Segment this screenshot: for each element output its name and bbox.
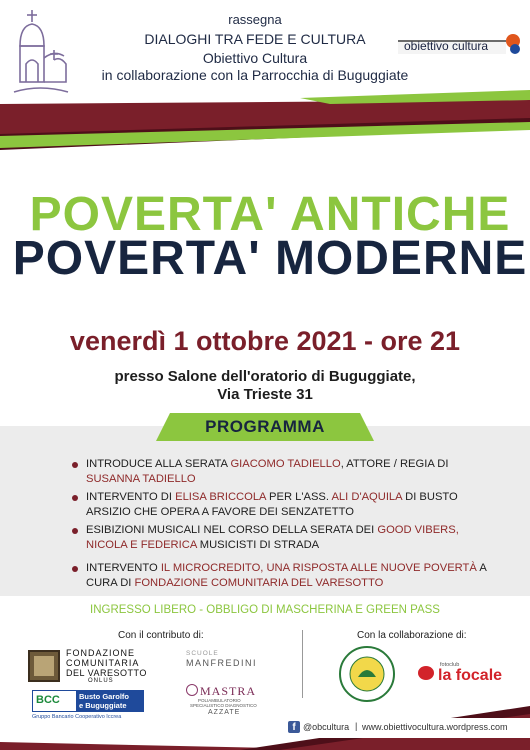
bcc-mark: BCC — [36, 694, 60, 706]
header-kicker: rassegna — [228, 12, 282, 27]
la-focale-emblem — [418, 666, 434, 680]
scuole-manfredini-logo — [182, 650, 272, 672]
footer-separator: | — [355, 721, 358, 731]
proloco-logo — [338, 645, 396, 703]
program-text: PER L'ASS. — [265, 491, 332, 503]
program-highlight: IL MICROCREDITO, UNA RISPOSTA ALLE NUOVE POVERTÀ — [160, 562, 477, 574]
bcc-name-1: Busto Garolfo — [79, 692, 129, 701]
program-text: INTRODUCE ALLA SERATA — [86, 458, 231, 470]
program-item — [72, 561, 492, 591]
program-item — [72, 523, 492, 553]
facebook-icon: f — [288, 721, 300, 733]
bullet-icon — [72, 528, 78, 534]
event-place-line1: presso Salone dell'oratorio di Buguggiate, — [114, 368, 416, 385]
program-item-text — [72, 490, 492, 520]
program-item-text — [72, 523, 492, 553]
header-bands — [0, 90, 530, 156]
contributo-label: Con il contributo di: — [118, 630, 204, 641]
event-date: venerdì 1 ottobre 2021 - ore 21 — [69, 326, 461, 356]
program-highlight: ALI D'AQUILA — [331, 491, 403, 503]
scuole-text-2: MANFREDINI — [186, 658, 257, 668]
program-highlight: SUSANNA TADIELLO — [86, 473, 196, 485]
program-item — [72, 490, 492, 520]
obiettivo-cultura-logo-text: obiettivo cultura — [404, 39, 489, 53]
program-text: A CURA DI — [86, 562, 487, 589]
program-text: ESIBIZIONI MUSICALI NEL CORSO DELLA SERATA DEI — [86, 524, 378, 536]
program-text: DI BUSTO ARSIZIO CHE OPERA A FAVORE DEI SENZATETTO — [86, 491, 458, 518]
la-focale-text: la focale — [438, 667, 503, 684]
program-highlight: ELISA BRICCOLA — [175, 491, 266, 503]
scuole-text-1: SCUOLE — [186, 650, 219, 657]
fondazione-text-2: COMUNITARIA — [66, 658, 140, 668]
fondazione-emblem — [28, 650, 60, 682]
title-line-1: POVERTA' ANTICHE — [29, 188, 511, 241]
mastra-emblem — [186, 684, 198, 696]
footer-social[interactable]: @obcultura — [303, 722, 350, 732]
program-item-text — [72, 457, 492, 487]
program-text: INTERVENTO DI — [86, 491, 176, 503]
bullet-icon — [72, 495, 78, 501]
fondazione-text-1: FONDAZIONE — [66, 648, 136, 658]
programma-label: PROGRAMMA — [205, 417, 325, 436]
program-highlight: , NICOLA E FEDERICA — [86, 524, 459, 551]
header-organizer: Obiettivo Cultura — [202, 50, 308, 66]
sponsors-divider — [302, 630, 303, 698]
fondazione-text-3: DEL VARESOTTO — [66, 668, 147, 678]
mastra-text-3: SPECIALISTICO DIAGNOSTICO — [190, 703, 257, 708]
header-partnership: in collaborazione con la Parrocchia di Buguggiate — [101, 67, 409, 83]
mastra-text-2: POLIAMBULATORIO — [198, 698, 241, 703]
program-text: , ATTORE / REGIA DI — [340, 458, 449, 470]
mastra-text-4: AZZATE — [208, 709, 241, 716]
entry-notice: INGRESSO LIBERO - OBBLIGO DI MASCHERINA E GREEN PASS — [90, 604, 440, 616]
program-item-text — [72, 561, 492, 591]
bcc-name-2: e Buguggiate — [79, 701, 127, 710]
la-focale-small: fotoclub — [440, 662, 460, 668]
la-focale-logo — [418, 662, 512, 688]
bullet-icon — [72, 462, 78, 468]
header-series-title: DIALOGHI TRA FEDE E CULTURA — [144, 31, 366, 47]
program-highlight: FONDAZIONE COMUNITARIA DEL VARESOTTO — [134, 577, 384, 589]
program-text: INTERVENTO — [86, 562, 161, 574]
collaborazione-label: Con la collaborazione di: — [357, 630, 467, 641]
fondazione-logo — [28, 648, 152, 688]
bullet-icon — [72, 566, 78, 572]
program-text: MUSICISTI DI STRADA — [196, 539, 320, 551]
program-highlight: GIACOMO TADIELLO — [230, 458, 341, 470]
event-place-line2: Via Trieste 31 — [217, 386, 313, 403]
fondazione-text-4: ONLUS — [88, 678, 114, 684]
obiettivo-cultura-logo — [398, 34, 522, 58]
program-item — [72, 457, 492, 487]
title-line-2: POVERTA' MODERNE — [12, 232, 528, 285]
footer-website[interactable]: www.obiettivocultura.wordpress.com — [362, 722, 508, 732]
program-highlight: GOOD VIBERS — [377, 524, 456, 536]
bcc-group: Gruppo Bancario Cooperativo Iccrea — [32, 714, 122, 720]
mastra-text-1: MASTRA — [200, 684, 257, 698]
